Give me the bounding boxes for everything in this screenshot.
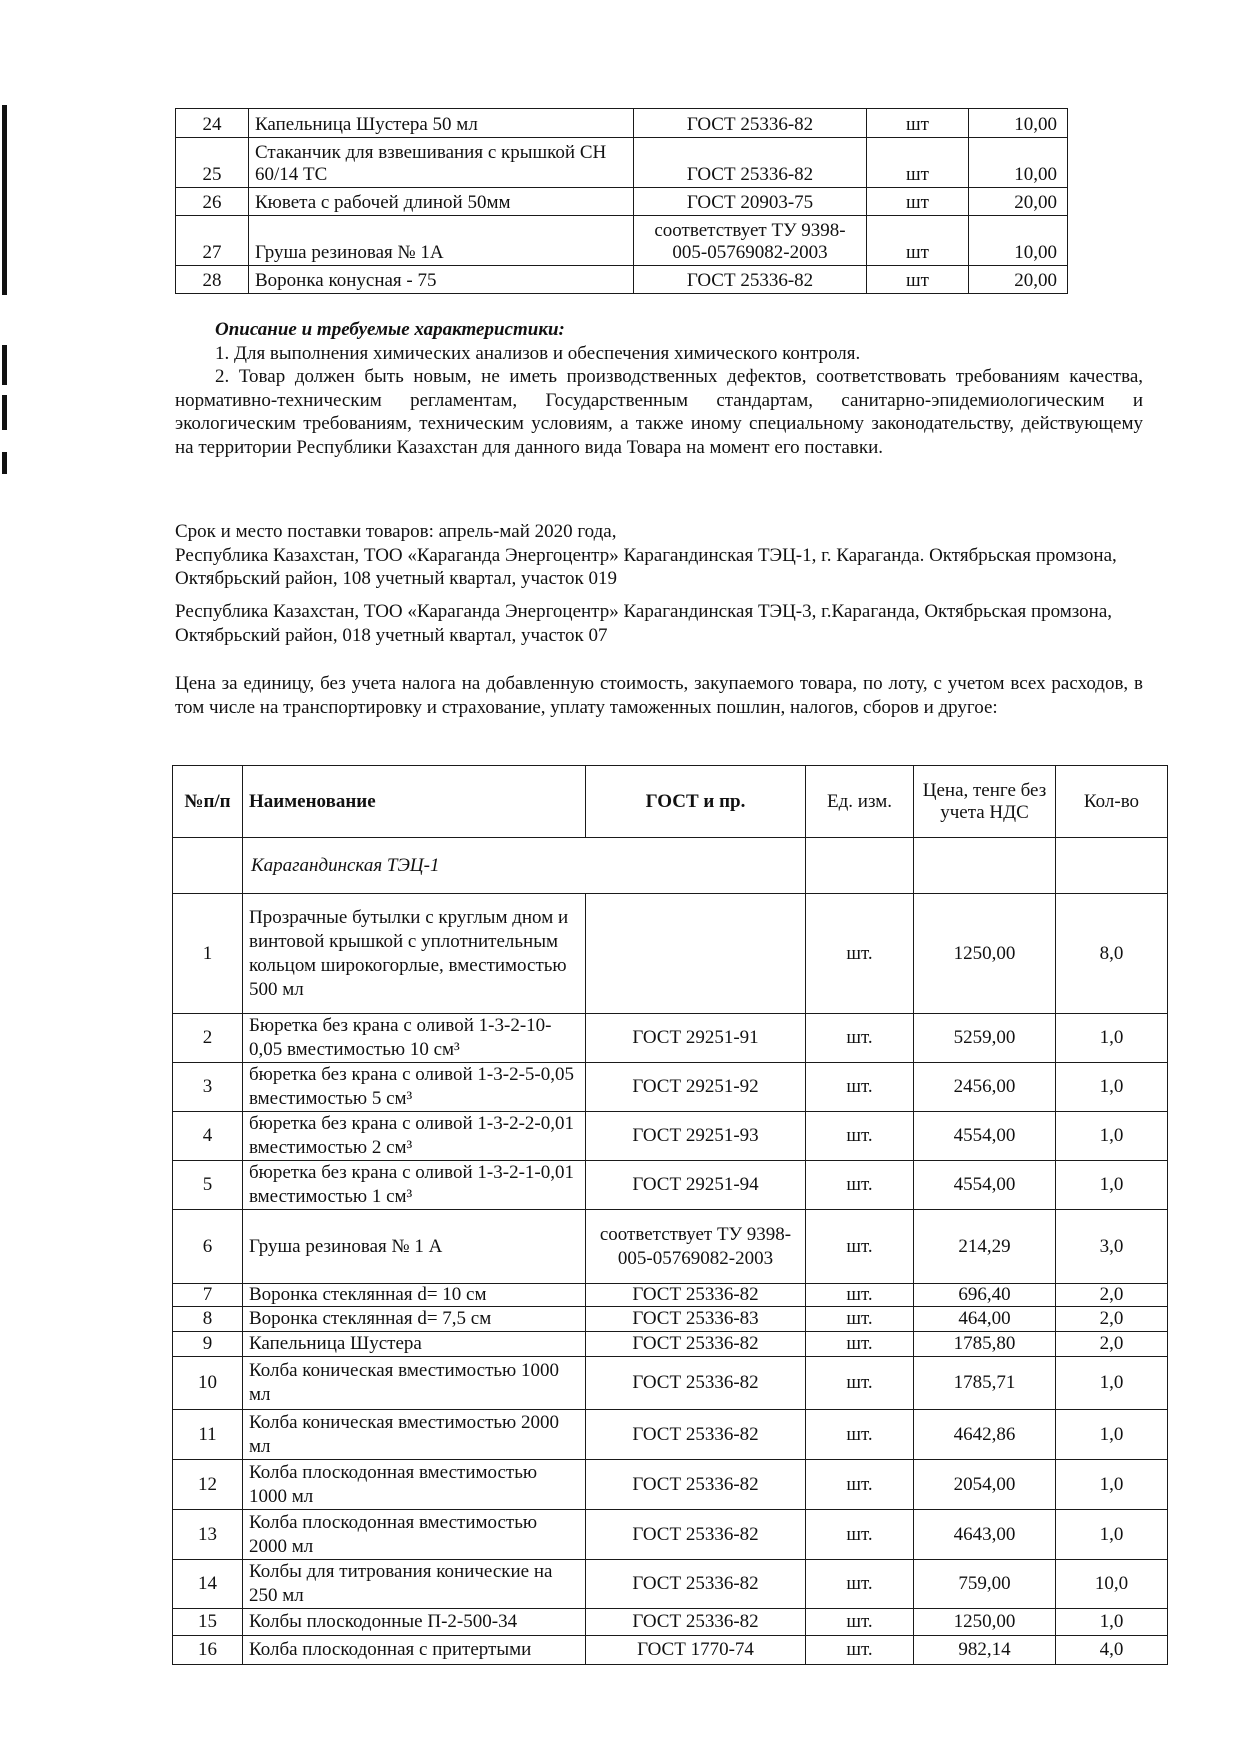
scan-edge-mark xyxy=(2,345,7,385)
item-quantity: 1,0 xyxy=(1056,1357,1168,1410)
item-unit: шт. xyxy=(806,1014,914,1063)
item-quantity: 1,0 xyxy=(1056,1161,1168,1210)
item-name: Груша резиновая № 1А xyxy=(249,216,634,266)
item-name: бюретка без крана с оливой 1-3-2-5-0,05 вместимостью 5 см³ xyxy=(243,1063,586,1112)
row-number: 15 xyxy=(173,1609,243,1636)
item-quantity: 1,0 xyxy=(1056,1510,1168,1560)
item-name: бюретка без крана с оливой 1-3-2-1-0,01 вместимостью 1 см³ xyxy=(243,1161,586,1210)
section-num-cell xyxy=(173,838,243,894)
item-name: Стаканчик для взвешивания с крышкой СН 60/14 ТС xyxy=(249,138,634,188)
item-gost: ГОСТ 25336-83 xyxy=(586,1307,806,1332)
row-number: 8 xyxy=(173,1307,243,1332)
item-name: Колба плоскодонная вместимостью 2000 мл xyxy=(243,1510,586,1560)
item-quantity: 10,00 xyxy=(969,216,1068,266)
scan-edge-mark xyxy=(2,395,7,430)
item-gost: ГОСТ 29251-92 xyxy=(586,1063,806,1112)
section-empty-cell xyxy=(1056,838,1168,894)
item-price: 1785,80 xyxy=(914,1332,1056,1357)
row-number: 16 xyxy=(173,1636,243,1665)
item-gost: ГОСТ 29251-93 xyxy=(586,1112,806,1161)
item-name: Кювета с рабочей длиной 50мм xyxy=(249,188,634,216)
row-number: 3 xyxy=(173,1063,243,1112)
delivery-address-1: Республика Казахстан, ТОО «Караганда Энергоцентр» Карагандинская ТЭЦ-1, г. Караганда. Октябрьская промзона, Октябрьский район, 108 учетный квартал, участок 019 xyxy=(175,544,1117,589)
item-quantity: 4,0 xyxy=(1056,1636,1168,1665)
item-name: Колба плоскодонная вместимостью 1000 мл xyxy=(243,1460,586,1510)
table-row xyxy=(173,1636,1168,1665)
delivery-term: Срок и место поставки товаров: апрель-май 2020 года, xyxy=(175,521,617,542)
item-price: 214,29 xyxy=(914,1210,1056,1284)
item-price: 696,40 xyxy=(914,1284,1056,1307)
item-quantity: 2,0 xyxy=(1056,1284,1168,1307)
delivery-address-2: Республика Казахстан, ТОО «Караганда Энергоцентр» Карагандинская ТЭЦ-3, г.Караганда, Октябрьская промзона, Октябрьский район, 018 учетный квартал, участок 07 xyxy=(175,601,1113,646)
price-table-header-row xyxy=(173,766,1168,838)
item-gost: ГОСТ 25336-82 xyxy=(586,1410,806,1460)
item-gost: ГОСТ 25336-82 xyxy=(586,1609,806,1636)
item-name: Воронка стеклянная d= 10 см xyxy=(243,1284,586,1307)
item-quantity: 10,0 xyxy=(1056,1560,1168,1609)
item-gost: ГОСТ 25336-82 xyxy=(634,109,867,138)
item-unit: шт. xyxy=(806,1161,914,1210)
item-gost: ГОСТ 1770-74 xyxy=(586,1636,806,1665)
item-unit: шт. xyxy=(806,1210,914,1284)
row-number: 24 xyxy=(176,109,249,138)
table-row xyxy=(173,894,1168,1014)
row-number: 12 xyxy=(173,1460,243,1510)
price-table-body xyxy=(173,838,1168,1665)
section-row xyxy=(173,838,1168,894)
table-row xyxy=(176,109,1068,138)
table-row xyxy=(173,1510,1168,1560)
top-items-table xyxy=(175,108,1068,294)
table-row xyxy=(173,1357,1168,1410)
item-name: Колба коническая вместимостью 2000 мл xyxy=(243,1410,586,1460)
item-price: 1785,71 xyxy=(914,1357,1056,1410)
item-unit: шт. xyxy=(806,1284,914,1307)
description-heading: Описание и требуемые характеристики: xyxy=(215,319,565,340)
item-quantity: 1,0 xyxy=(1056,1410,1168,1460)
item-name: Воронка стеклянная d= 7,5 см xyxy=(243,1307,586,1332)
item-quantity: 1,0 xyxy=(1056,1063,1168,1112)
item-unit: шт. xyxy=(806,1510,914,1560)
item-unit: шт. xyxy=(806,894,914,1014)
header-price: Цена, тенге без учета НДС xyxy=(914,766,1056,838)
table-row xyxy=(176,216,1068,266)
item-quantity: 1,0 xyxy=(1056,1609,1168,1636)
row-number: 5 xyxy=(173,1161,243,1210)
row-number: 25 xyxy=(176,138,249,188)
item-unit: шт. xyxy=(806,1307,914,1332)
item-quantity: 1,0 xyxy=(1056,1014,1168,1063)
item-unit: шт xyxy=(867,138,969,188)
item-gost: ГОСТ 20903-75 xyxy=(634,188,867,216)
item-quantity: 8,0 xyxy=(1056,894,1168,1014)
table-row xyxy=(173,1307,1168,1332)
item-price: 4643,00 xyxy=(914,1510,1056,1560)
row-number: 4 xyxy=(173,1112,243,1161)
section-empty-cell xyxy=(806,838,914,894)
table-row xyxy=(173,1460,1168,1510)
item-gost: ГОСТ 25336-82 xyxy=(586,1460,806,1510)
item-unit: шт. xyxy=(806,1357,914,1410)
table-row xyxy=(173,1063,1168,1112)
item-quantity: 20,00 xyxy=(969,188,1068,216)
item-gost: ГОСТ 25336-82 xyxy=(586,1357,806,1410)
item-gost: соответствует ТУ 9398-005-05769082-2003 xyxy=(586,1210,806,1284)
header-name: Наименование xyxy=(243,766,586,838)
item-unit: шт. xyxy=(806,1609,914,1636)
row-number: 6 xyxy=(173,1210,243,1284)
description-item-2: 2. Товар должен быть новым, не иметь производственных дефектов, соответствовать требованиям качества, нормативно-техническим регламентам, Государственным стандартам, санитарно-эпидемиологическим и экологическим требованиям, техническим условиям, а также иному специальному законодательству, действующему на территории Республики Казахстан для данного вида Товара на момент его поставки. xyxy=(175,366,1143,458)
item-name: бюретка без крана с оливой 1-3-2-2-0,01 вместимостью 2 см³ xyxy=(243,1112,586,1161)
item-unit: шт. xyxy=(806,1112,914,1161)
item-price: 1250,00 xyxy=(914,1609,1056,1636)
item-name: Воронка конусная - 75 xyxy=(249,266,634,294)
item-gost: ГОСТ 29251-91 xyxy=(586,1014,806,1063)
header-num: №п/п xyxy=(173,766,243,838)
header-gost: ГОСТ и пр. xyxy=(586,766,806,838)
item-gost: соответствует ТУ 9398-005-05769082-2003 xyxy=(634,216,867,266)
item-quantity: 10,00 xyxy=(969,138,1068,188)
top-items-body xyxy=(176,109,1068,294)
row-number: 10 xyxy=(173,1357,243,1410)
item-price: 464,00 xyxy=(914,1307,1056,1332)
delivery-section xyxy=(175,520,1143,591)
item-quantity: 1,0 xyxy=(1056,1460,1168,1510)
item-gost: ГОСТ 25336-82 xyxy=(586,1332,806,1357)
item-name: Колба коническая вместимостью 1000 мл xyxy=(243,1357,586,1410)
item-gost: ГОСТ 25336-82 xyxy=(586,1284,806,1307)
item-price: 4554,00 xyxy=(914,1161,1056,1210)
row-number: 11 xyxy=(173,1410,243,1460)
table-row xyxy=(173,1210,1168,1284)
item-price: 4554,00 xyxy=(914,1112,1056,1161)
item-quantity: 2,0 xyxy=(1056,1307,1168,1332)
item-gost: ГОСТ 25336-82 xyxy=(586,1560,806,1609)
item-unit: шт xyxy=(867,109,969,138)
table-row xyxy=(176,138,1068,188)
item-price: 5259,00 xyxy=(914,1014,1056,1063)
item-gost xyxy=(586,894,806,1014)
item-unit: шт. xyxy=(806,1460,914,1510)
item-gost: ГОСТ 25336-82 xyxy=(586,1510,806,1560)
row-number: 1 xyxy=(173,894,243,1014)
item-unit: шт. xyxy=(806,1063,914,1112)
row-number: 13 xyxy=(173,1510,243,1560)
scan-edge-mark xyxy=(2,105,7,295)
item-price: 982,14 xyxy=(914,1636,1056,1665)
item-gost: ГОСТ 25336-82 xyxy=(634,138,867,188)
table-row xyxy=(173,1410,1168,1460)
item-price: 4642,86 xyxy=(914,1410,1056,1460)
item-name: Колбы плоскодонные П-2-500-34 xyxy=(243,1609,586,1636)
description-item-1: 1. Для выполнения химических анализов и обеспечения химического контроля. xyxy=(215,342,861,364)
item-unit: шт. xyxy=(806,1332,914,1357)
item-price: 1250,00 xyxy=(914,894,1056,1014)
item-quantity: 3,0 xyxy=(1056,1210,1168,1284)
delivery-section-2 xyxy=(175,600,1143,647)
item-name: Бюретка без крана с оливой 1-3-2-10-0,05 вместимостью 10 см³ xyxy=(243,1014,586,1063)
item-unit: шт xyxy=(867,266,969,294)
row-number: 7 xyxy=(173,1284,243,1307)
price-note: Цена за единицу, без учета налога на добавленную стоимость, закупаемого товара, по лоту, с учетом всех расходов, в том числе на транспортировку и страхование, уплату таможенных пошлин, налогов, сборов и другое: xyxy=(175,673,1143,718)
table-row xyxy=(173,1332,1168,1357)
item-unit: шт xyxy=(867,188,969,216)
item-gost: ГОСТ 29251-94 xyxy=(586,1161,806,1210)
header-unit: Ед. изм. xyxy=(806,766,914,838)
item-name: Капельница Шустера xyxy=(243,1332,586,1357)
table-row xyxy=(173,1560,1168,1609)
row-number: 2 xyxy=(173,1014,243,1063)
item-name: Капельница Шустера 50 мл xyxy=(249,109,634,138)
item-unit: шт. xyxy=(806,1410,914,1460)
item-name: Колба плоскодонная с притертыми xyxy=(243,1636,586,1665)
item-unit: шт. xyxy=(806,1636,914,1665)
item-unit: шт xyxy=(867,216,969,266)
table-row xyxy=(173,1112,1168,1161)
item-name: Прозрачные бутылки с круглым дном и винтовой крышкой с уплотнительным кольцом широкогорлые, вместимостью 500 мл xyxy=(243,894,586,1014)
row-number: 26 xyxy=(176,188,249,216)
scan-edge-mark xyxy=(2,452,7,474)
item-quantity: 1,0 xyxy=(1056,1112,1168,1161)
item-price: 759,00 xyxy=(914,1560,1056,1609)
row-number: 28 xyxy=(176,266,249,294)
row-number: 27 xyxy=(176,216,249,266)
description-section xyxy=(175,318,1143,459)
section-empty-cell xyxy=(914,838,1056,894)
table-row xyxy=(173,1284,1168,1307)
item-quantity: 10,00 xyxy=(969,109,1068,138)
item-name: Колбы для титрования конические на 250 мл xyxy=(243,1560,586,1609)
item-gost: ГОСТ 25336-82 xyxy=(634,266,867,294)
item-price: 2054,00 xyxy=(914,1460,1056,1510)
table-row xyxy=(173,1014,1168,1063)
row-number: 9 xyxy=(173,1332,243,1357)
table-row xyxy=(176,188,1068,216)
item-quantity: 20,00 xyxy=(969,266,1068,294)
item-quantity: 2,0 xyxy=(1056,1332,1168,1357)
item-unit: шт. xyxy=(806,1560,914,1609)
section-title: Карагандинская ТЭЦ-1 xyxy=(243,838,806,894)
header-qty: Кол-во xyxy=(1056,766,1168,838)
table-row xyxy=(173,1161,1168,1210)
item-name: Груша резиновая № 1 А xyxy=(243,1210,586,1284)
table-row xyxy=(173,1609,1168,1636)
row-number: 14 xyxy=(173,1560,243,1609)
price-table xyxy=(172,765,1168,1665)
table-row xyxy=(176,266,1068,294)
item-price: 2456,00 xyxy=(914,1063,1056,1112)
